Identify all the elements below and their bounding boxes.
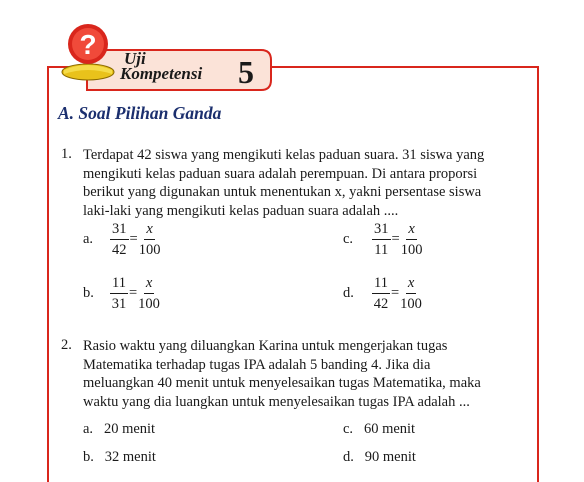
- option-text: 90 menit: [364, 449, 416, 465]
- q2-line: Matematika terhadap tugas IPA adalah 5 banding 4. Jika dia: [83, 356, 431, 373]
- denominator: 100: [400, 296, 422, 312]
- q1-text: [83, 146, 529, 221]
- option-label: d.: [343, 449, 354, 465]
- denominator: 42: [112, 242, 127, 258]
- option-label: a.: [83, 421, 94, 437]
- q2-option-a[interactable]: [83, 421, 155, 438]
- option-label: b.: [83, 449, 94, 465]
- q1-option-b-fraction[interactable]: [110, 273, 160, 314]
- q1-option-c-fraction[interactable]: [372, 219, 422, 260]
- q1-line: laki-laki yang mengikuti kelas paduan suara adalah ....: [83, 203, 399, 220]
- q2-text: [83, 337, 529, 412]
- option-text: 60 menit: [363, 421, 416, 437]
- q1-line: mengikuti kelas paduan suara adalah perempuan. Di antara proporsi: [83, 165, 478, 182]
- denominator: 100: [138, 296, 160, 312]
- equals-sign: =: [129, 231, 138, 247]
- numerator: x: [406, 219, 416, 240]
- q2-line: Rasio waktu yang diluangkan Karina untuk mengerjakan tugas: [83, 338, 448, 354]
- numerator: 11: [110, 273, 128, 294]
- numerator: x: [406, 273, 416, 294]
- header-uji: Uji: [124, 49, 146, 68]
- denominator: 100: [138, 242, 161, 258]
- option-label: c.: [343, 421, 354, 437]
- section-title: A. Soal Pilihan Ganda: [58, 103, 222, 123]
- q2-option-b[interactable]: [83, 449, 156, 466]
- header-kompetensi: Kompetensi: [120, 64, 203, 83]
- q2-number: 2.: [61, 337, 72, 353]
- numerator: x: [144, 219, 154, 240]
- numerator: 31: [110, 219, 129, 240]
- option-text: 32 menit: [104, 449, 156, 465]
- q1-option-d-label[interactable]: d.: [343, 285, 354, 301]
- q1-line: Terdapat 42 siswa yang mengikuti kelas paduan suara. 31 siswa yang: [83, 147, 485, 163]
- q2-option-c[interactable]: [343, 421, 415, 438]
- q1-option-a-fraction[interactable]: [110, 219, 160, 260]
- option-text: 20 menit: [103, 421, 156, 437]
- denominator: 31: [111, 296, 127, 312]
- q1-option-c-label[interactable]: c.: [343, 231, 354, 247]
- q1-option-a-label[interactable]: a.: [83, 231, 94, 247]
- header-number: 5: [238, 54, 254, 90]
- denominator: 11: [374, 242, 389, 258]
- numerator: 31: [372, 219, 391, 240]
- equals-sign: =: [391, 231, 400, 247]
- q1-line: berikut yang digunakan untuk menentukan x, yakni persentase siswa: [83, 184, 482, 201]
- equals-sign: =: [390, 285, 400, 301]
- q2-line: waktu yang dia luangkan untuk menyelesaikan tugas IPA adalah ...: [83, 394, 470, 411]
- numerator: 11: [372, 273, 390, 294]
- q1-number: 1.: [61, 146, 72, 162]
- q1-option-d-fraction[interactable]: [372, 273, 422, 314]
- q2-option-d[interactable]: [343, 449, 416, 466]
- denominator: 100: [400, 242, 423, 258]
- svg-text:?: ?: [79, 29, 97, 60]
- numerator: x: [144, 273, 154, 294]
- equals-sign: =: [128, 285, 138, 301]
- q2-line: meluangkan 40 menit untuk menyelesaikan tugas Matematika, maka: [83, 375, 481, 392]
- question-book-icon: [52, 22, 124, 84]
- q1-option-b-label[interactable]: b.: [83, 285, 94, 301]
- denominator: 42: [373, 296, 389, 312]
